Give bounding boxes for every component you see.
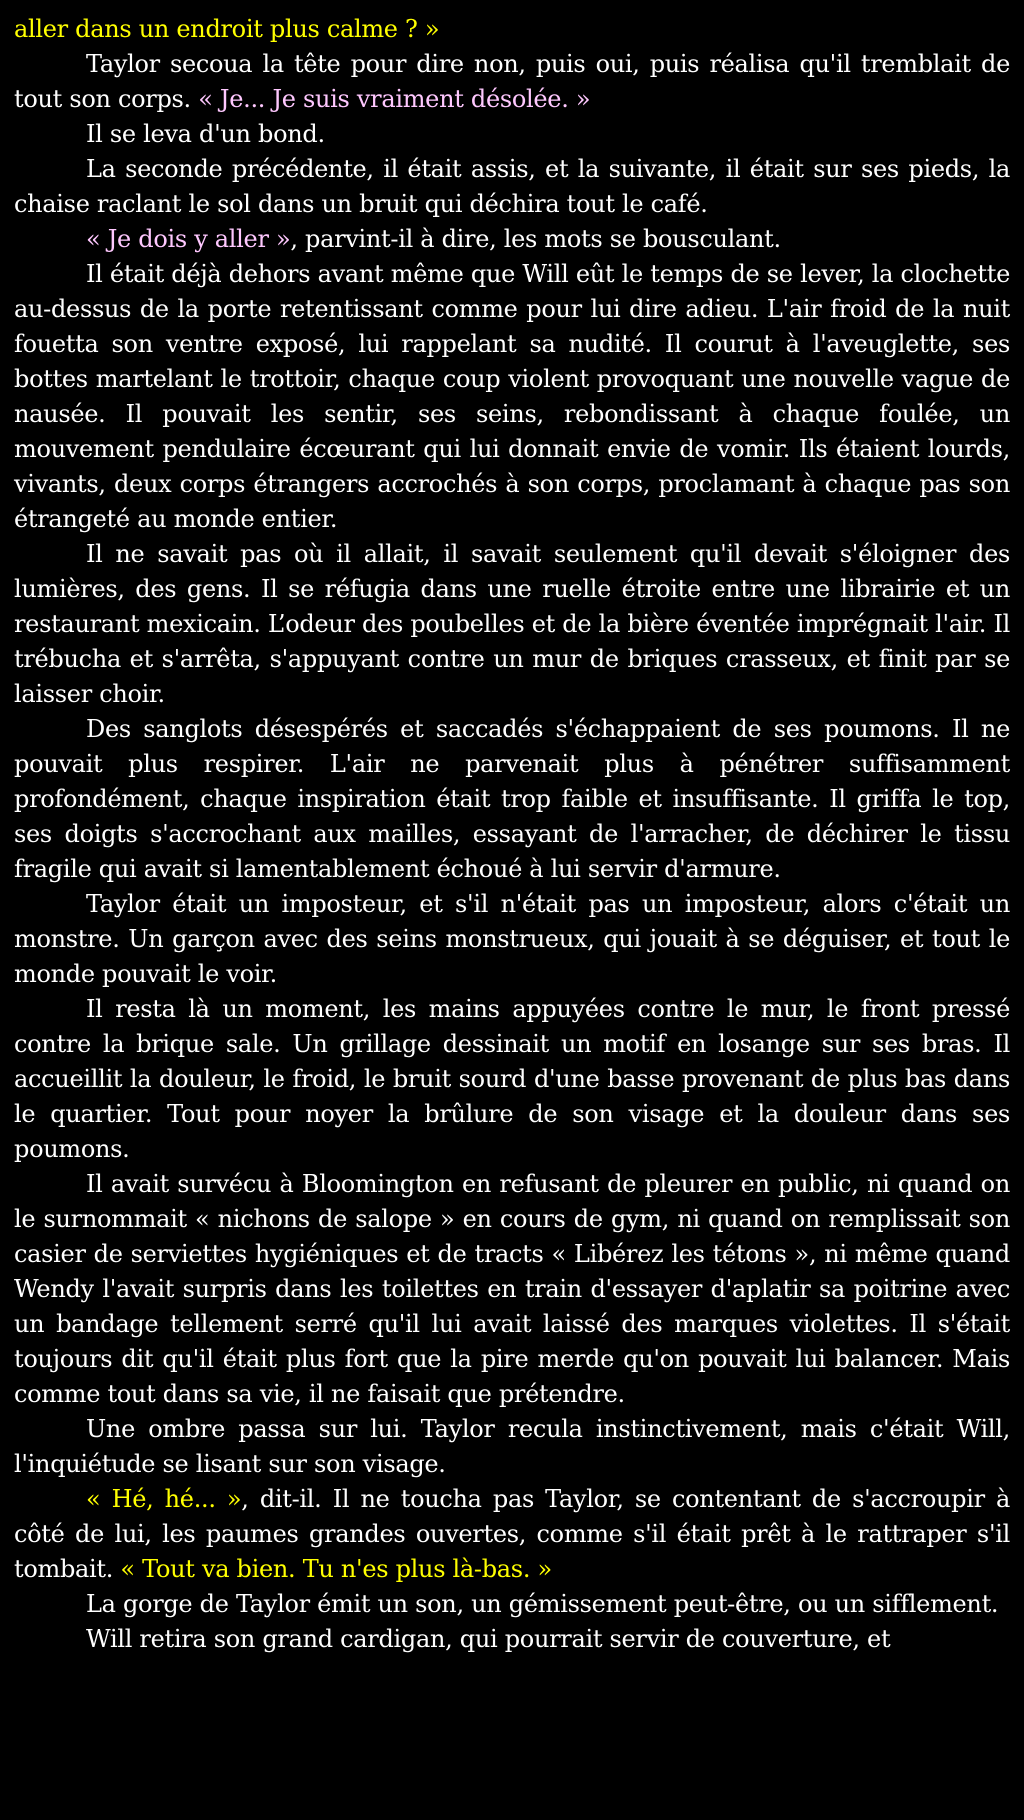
paragraph-13 <box>14 1482 1010 1587</box>
paragraph-6 <box>14 257 1010 537</box>
paragraph-9 <box>14 887 1010 992</box>
narration-text: La seconde précédente, il était assis, et la suivante, il était sur ses pieds, la chaise raclant le sol dans un bruit qui déchira tout le café. <box>14 155 1010 218</box>
paragraph-10 <box>14 992 1010 1167</box>
narration-text: Taylor secoua la tête pour dire non, puis oui, puis réalisa qu'il tremblait de tout son corps. <box>14 50 1010 113</box>
narration-text: Une ombre passa sur lui. Taylor recula instinctivement, mais c'était Will, l'inquiétude se lisant sur son visage. <box>14 1415 1010 1478</box>
paragraph-1 <box>14 12 1010 47</box>
narration-text: , parvint-il à dire, les mots se bousculant. <box>290 225 781 253</box>
narration-text: Il se leva d'un bond. <box>86 120 325 148</box>
dialogue-will: « Tout va bien. Tu n'es plus là-bas. » <box>120 1555 552 1583</box>
narration-text: Des sanglots désespérés et saccadés s'échappaient de ses poumons. Il ne pouvait plus respirer. L'air ne parvenait plus à pénétrer suffisamment profondément, chaque inspiration était trop faible et insuffisante. Il griffa le top, ses doigts s'accrochant aux mailles, essayant de l'arracher, de déchirer le tissu fragile qui avait si lamentablement échoué à lui servir d'armure. <box>14 715 1010 883</box>
paragraph-8 <box>14 712 1010 887</box>
paragraph-15 <box>14 1622 1010 1657</box>
paragraph-3 <box>14 117 1010 152</box>
paragraph-12 <box>14 1412 1010 1482</box>
narration-text: , dit-il. Il ne toucha pas Taylor, se contentant de s'accroupir à côté de lui, les paumes grandes ouvertes, comme s'il était prêt à le rattraper s'il tombait. <box>14 1485 1010 1583</box>
narration-text: Il avait survécu à Bloomington en refusant de pleurer en public, ni quand on le surnommait « nichons de salope » en cours de gym, ni quand on remplissait son casier de serviettes hygiéniques et de tracts « Libérez les tétons », ni même quand Wendy l'avait surpris dans les toilettes en train d'essayer d'aplatir sa poitrine avec un bandage tellement serré qu'il lui avait laissé des marques violettes. Il s'était toujours dit qu'il était plus fort que la pire merde qu'on pouvait lui balancer. Mais comme tout dans sa vie, il ne faisait que prétendre. <box>14 1170 1010 1408</box>
document-page <box>14 12 1010 1657</box>
narration-text: Il était déjà dehors avant même que Will eût le temps de se lever, la clochette au-dessus de la porte retentissant comme pour lui dire adieu. L'air froid de la nuit fouetta son ventre exposé, lui rappelant sa nudité. Il courut à l'aveuglette, ses bottes martelant le trottoir, chaque coup violent provoquant une nouvelle vague de nausée. Il pouvait les sentir, ses seins, rebondissant à chaque foulée, un mouvement pendulaire écœurant qui lui donnait envie de vomir. Ils étaient lourds, vivants, deux corps étrangers accrochés à son corps, proclamant à chaque pas son étrangeté au monde entier. <box>14 260 1010 533</box>
paragraph-5 <box>14 222 1010 257</box>
narration-text: Taylor était un imposteur, et s'il n'était pas un imposteur, alors c'était un monstre. Un garçon avec des seins monstrueux, qui jouait à se déguiser, et tout le monde pouvait le voir. <box>14 890 1010 988</box>
narration-text: Il resta là un moment, les mains appuyées contre le mur, le front pressé contre la brique sale. Un grillage dessinait un motif en losange sur ses bras. Il accueillit la douleur, le froid, le bruit sourd d'une basse provenant de plus bas dans le quartier. Tout pour noyer la brûlure de son visage et la douleur dans ses poumons. <box>14 995 1010 1163</box>
dialogue-will: aller dans un endroit plus calme ? » <box>14 15 440 43</box>
paragraph-11 <box>14 1167 1010 1412</box>
paragraph-7 <box>14 537 1010 712</box>
narration-text: La gorge de Taylor émit un son, un gémissement peut-être, ou un sifflement. <box>86 1590 999 1618</box>
narration-text: Will retira son grand cardigan, qui pourrait servir de couverture, et <box>86 1625 891 1653</box>
narration-text: Il ne savait pas où il allait, il savait seulement qu'il devait s'éloigner des lumières, des gens. Il se réfugia dans une ruelle étroite entre une librairie et un restaurant mexicain. L’odeur des poubelles et de la bière éventée imprégnait l'air. Il trébucha et s'arrêta, s'appuyant contre un mur de briques crasseux, et finit par se laisser choir. <box>14 540 1010 708</box>
paragraph-4 <box>14 152 1010 222</box>
paragraph-14 <box>14 1587 1010 1622</box>
paragraph-2 <box>14 47 1010 117</box>
dialogue-will: « Hé, hé... » <box>86 1485 242 1513</box>
dialogue-taylor: « Je... Je suis vraiment désolée. » <box>198 85 591 113</box>
dialogue-taylor: « Je dois y aller » <box>86 225 291 253</box>
